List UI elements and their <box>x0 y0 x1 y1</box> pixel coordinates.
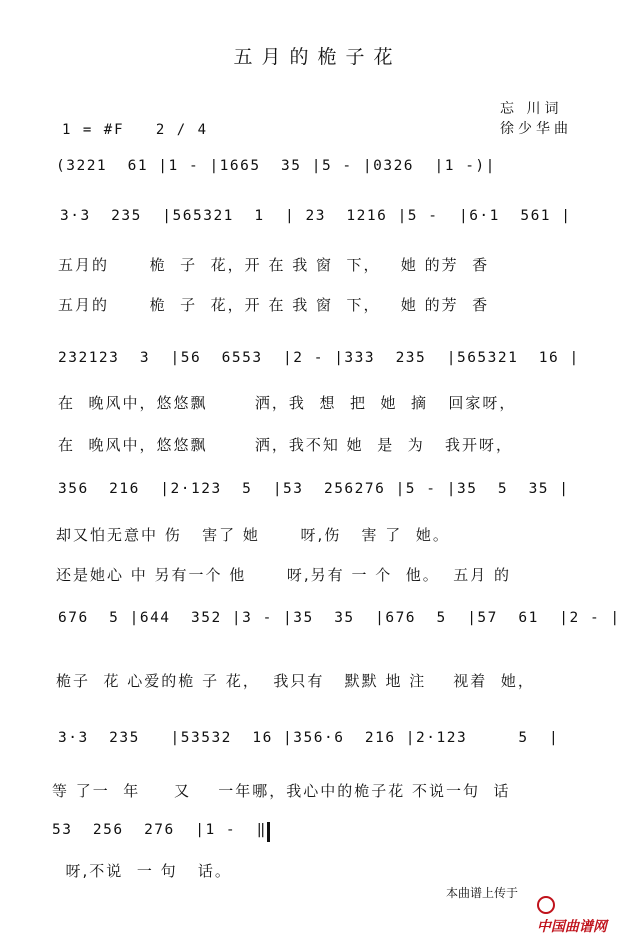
final-barline <box>267 822 270 842</box>
notation-line-1: (3221 61 |1 - |1665 35 |5 - |0326 |1 -)| <box>56 158 496 174</box>
key-signature: 1 = #F 2 / 4 <box>62 122 209 138</box>
notation-line-5: 676 5 |644 352 |3 - |35 35 |676 5 |57 61 |2 - | <box>58 610 621 626</box>
lyric-line-5: 桅子 花 心爱的桅 子 花， 我只有 默默 地 注 视着 她， <box>56 672 535 690</box>
lyricist-credit: 忘 川词 <box>500 101 563 117</box>
lyric-line-2-verse-1: 五月的 桅 子 花，开 在 我 窗 下， 她 的芳 香 <box>58 256 490 274</box>
site-logo[interactable] <box>528 880 607 936</box>
lyric-line-2-verse-2: 五月的 桅 子 花，开 在 我 窗 下， 她 的芳 香 <box>58 296 490 314</box>
lyric-line-7: 呀,不说 一 句 话。 <box>52 862 232 880</box>
notation-line-3: 232123 3 |56 6553 |2 - |333 235 |565321 16 | <box>58 350 580 366</box>
composer-credit: 徐少华曲 <box>500 121 572 137</box>
notation-line-2: 3·3 235 |565321 1 | 23 1216 |5 - |6·1 561 | <box>60 208 572 224</box>
lyric-line-4-verse-1: 却又怕无意中 伤 害了 她 呀,伤 害 了 她。 <box>56 526 450 544</box>
footer-text: 本曲谱上传于 <box>446 886 519 900</box>
site-logo-text: 中国曲谱网 <box>536 919 607 935</box>
site-logo-icon <box>537 896 555 914</box>
notation-line-6: 3·3 235 |53532 16 |356·6 216 |2·123 5 | <box>58 730 560 746</box>
lyric-line-3-verse-2: 在 晚风中，悠悠飘 洒，我不知 她 是 为 我开呀， <box>58 436 514 454</box>
lyric-line-6: 等 了一 年 又 一年哪，我心中的桅子花 不说一句 话 <box>52 782 511 800</box>
notation-line-7: 53 256 276 |1 - ‖ <box>52 822 267 838</box>
lyric-line-4-verse-2: 还是她心 中 另有一个 他 呀,另有 一 个 他。 五月 的 <box>56 566 512 584</box>
lyric-line-3-verse-1: 在 晚风中，悠悠飘 洒，我 想 把 她 摘 回家呀， <box>58 394 517 412</box>
song-title: 五月的桅子花 <box>233 46 402 68</box>
notation-line-4: 356 216 |2·123 5 |53 256276 |5 - |35 5 35 | <box>58 481 570 497</box>
